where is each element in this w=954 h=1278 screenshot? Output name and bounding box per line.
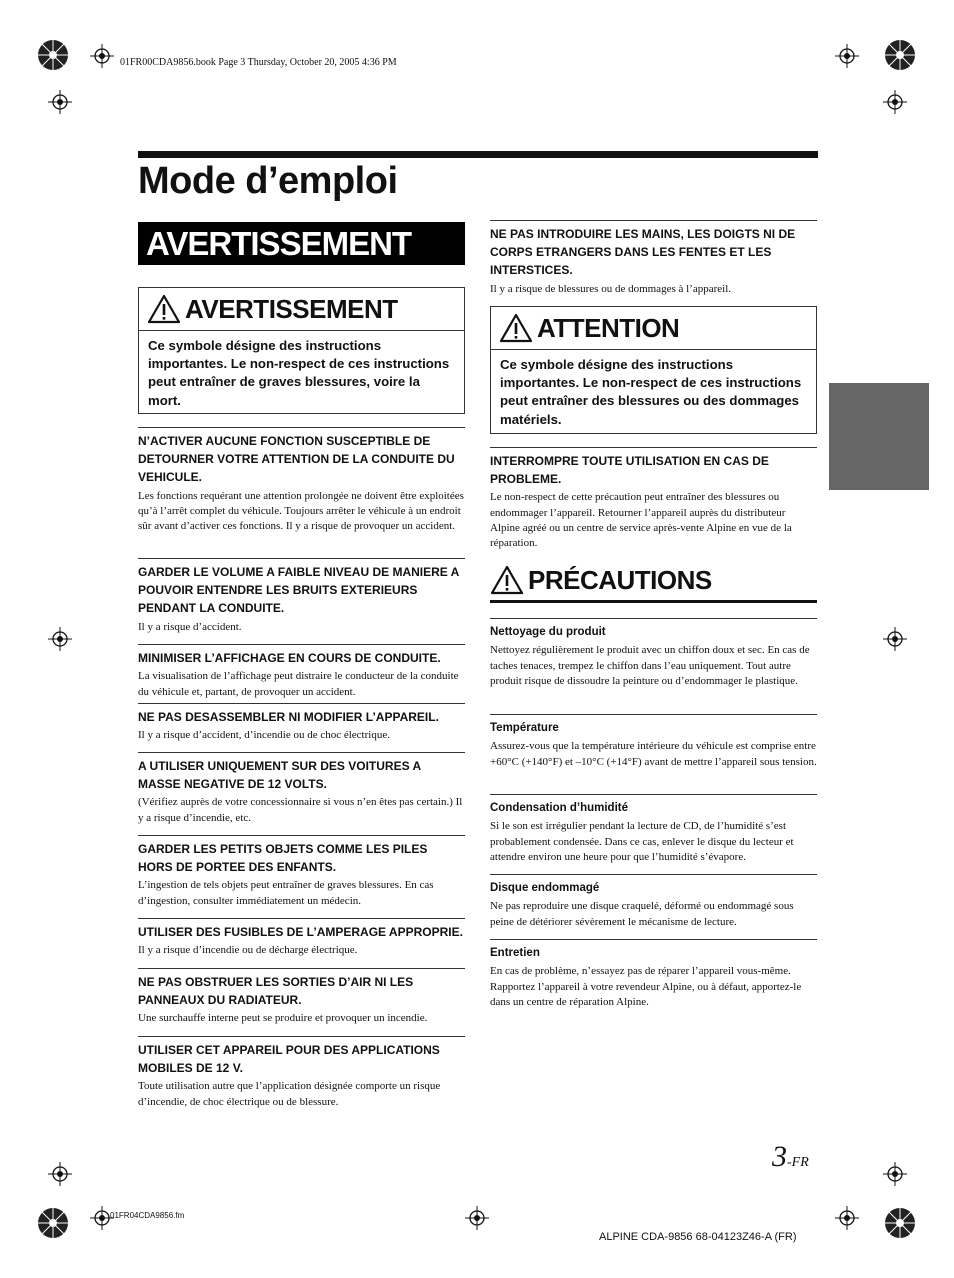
page-title: Mode d’emploi bbox=[138, 160, 398, 202]
crosshair-icon bbox=[90, 44, 114, 68]
registration-mark-icon bbox=[883, 1206, 917, 1240]
section-banner: AVERTISSEMENT bbox=[138, 222, 465, 265]
crosshair-icon bbox=[48, 627, 72, 651]
warning-section bbox=[138, 703, 465, 744]
crosshair-icon bbox=[48, 1162, 72, 1186]
section-heading: NE PAS OBSTRUER LES SORTIES D’AIR NI LES PANNEAUX DU RADIATEUR. bbox=[138, 975, 414, 1008]
page-number bbox=[772, 1140, 809, 1174]
section-heading: NE PAS INTRODUIRE LES MAINS, LES DOIGTS NI DE CORPS ETRANGERS DANS LES FENTES ET LES INTERSTICES. bbox=[490, 227, 796, 278]
warning-triangle-icon bbox=[499, 313, 533, 343]
attention-box-text: Ce symbole désigne des instructions importantes. Le non-respect de ces instructions peut entraîner des blessures ou des dommages matériels. bbox=[500, 357, 802, 427]
attention-box-title: ATTENTION bbox=[537, 312, 680, 343]
section-text: Assurez-vous que la température intérieure du véhicule est comprise entre +60°C (+140°F) et –10°C (+14°F) avant de mettre l’appareil sous tension. bbox=[490, 740, 817, 768]
attention-section bbox=[490, 447, 817, 552]
precaution-section bbox=[490, 618, 817, 689]
warning-section bbox=[490, 220, 817, 297]
warning-triangle-icon bbox=[147, 294, 181, 324]
warning-box-text: Ce symbole désigne des instructions importantes. Le non-respect de ces instructions peut entraîner de graves blessures, voire la mort. bbox=[148, 338, 450, 408]
section-text: Toute utilisation autre que l’application désignée comporte un risque d’incendie, de choc électrique ou de blessure. bbox=[138, 1080, 441, 1108]
section-heading: UTILISER CET APPAREIL POUR DES APPLICATIONS MOBILES DE 12 V. bbox=[138, 1043, 440, 1076]
section-text: Les fonctions requérant une attention prolongée ne doivent être exploitées qu’à l’arrêt complet du véhicule. Toujours arrêter le véhicule à un endroit sûr avant d’activer ces fonctions. Il y a risque de provoquer un accident. bbox=[138, 489, 464, 533]
header-file-info: 01FR00CDA9856.book Page 3 Thursday, October 20, 2005 4:36 PM bbox=[120, 57, 397, 68]
section-text: Il y a risque d’incendie ou de décharge électrique. bbox=[138, 944, 358, 957]
section-text: En cas de problème, n’essayez pas de réparer l’appareil vous-même. Rapportez l’appareil à votre revendeur Alpine, ou à défaut, apportez-le dans un centre de réparation Alpine. bbox=[490, 965, 802, 1008]
section-text: Il y a risque d’accident. bbox=[138, 620, 242, 633]
warning-triangle-icon bbox=[490, 565, 524, 595]
warning-section bbox=[138, 918, 465, 959]
chapter-tab bbox=[829, 383, 929, 490]
crosshair-icon bbox=[835, 1206, 859, 1230]
warning-box bbox=[138, 287, 465, 414]
warning-section bbox=[138, 558, 465, 635]
section-heading: Entretien bbox=[490, 947, 540, 959]
section-text: Si le son est irrégulier pendant la lecture de CD, de l’humidité s’est probablement condensée. Dans ce cas, enlever le disque du lecteur et attendre environ une heure pour que l’humidité s’évapore. bbox=[490, 820, 794, 863]
section-heading: GARDER LES PETITS OBJETS COMME LES PILES HORS DE PORTEE DES ENFANTS. bbox=[138, 842, 428, 875]
warning-box-title: AVERTISSEMENT bbox=[185, 293, 398, 324]
section-text: Une surchauffe interne peut se produire et provoquer un incendie. bbox=[138, 1012, 428, 1025]
attention-box-header bbox=[491, 307, 816, 350]
crosshair-icon bbox=[883, 90, 907, 114]
registration-mark-icon bbox=[883, 38, 917, 72]
page-number-value: 3 bbox=[772, 1140, 787, 1173]
warning-section bbox=[138, 968, 465, 1027]
warning-section bbox=[138, 1036, 465, 1110]
section-heading: Condensation d’humidité bbox=[490, 802, 628, 814]
section-text: Il y a risque de blessures ou de dommages à l’appareil. bbox=[490, 282, 732, 295]
section-heading: MINIMISER L’AFFICHAGE EN COURS DE CONDUITE. bbox=[138, 651, 441, 665]
precaution-section bbox=[490, 714, 817, 770]
footer-file: 01FR04CDA9856.fm bbox=[110, 1211, 185, 1220]
precaution-section bbox=[490, 794, 817, 865]
crosshair-icon bbox=[883, 627, 907, 651]
section-text: Le non-respect de cette précaution peut entraîner des blessures ou endommager l’appareil. Retourner l’appareil auprès du distributeur Alpine agréé ou un centre de service après-vente Alpine en vue de la réparation. bbox=[490, 491, 792, 550]
precaution-section bbox=[490, 874, 817, 930]
section-heading: GARDER LE VOLUME A FAIBLE NIVEAU DE MANIERE A POUVOIR ENTENDRE LES BRUITS EXTERIEURS PENDANT LA CONDUITE. bbox=[138, 565, 459, 616]
footer-model: ALPINE CDA-9856 68-04123Z46-A (FR) bbox=[599, 1231, 797, 1243]
section-heading: NE PAS DESASSEMBLER NI MODIFIER L’APPAREIL. bbox=[138, 710, 439, 724]
section-text: Il y a risque d’accident, d’incendie ou de choc électrique. bbox=[138, 729, 390, 742]
precaution-section bbox=[490, 939, 817, 1010]
section-heading: A UTILISER UNIQUEMENT SUR DES VOITURES A MASSE NEGATIVE DE 12 VOLTS. bbox=[138, 759, 421, 792]
crosshair-icon bbox=[48, 90, 72, 114]
section-heading: Température bbox=[490, 722, 559, 734]
section-text: Ne pas reproduire une disque craquelé, déformé ou endommagé sous peine de détériorer sévèrement le mécanisme de lecture. bbox=[490, 900, 794, 928]
warning-section bbox=[138, 427, 465, 535]
registration-mark-icon bbox=[36, 1206, 70, 1240]
section-text: L’ingestion de tels objets peut entraîner de graves blessures. En cas d’ingestion, consulter immédiatement un médecin. bbox=[138, 879, 434, 907]
title-rule bbox=[138, 151, 818, 158]
precautions-title: PRÉCAUTIONS bbox=[528, 564, 712, 595]
section-heading: Disque endommagé bbox=[490, 882, 600, 894]
warning-section bbox=[138, 835, 465, 909]
section-heading: Nettoyage du produit bbox=[490, 626, 606, 638]
section-heading: INTERROMPRE TOUTE UTILISATION EN CAS DE PROBLEME. bbox=[490, 454, 769, 487]
section-text: Nettoyez régulièrement le produit avec un chiffon doux et sec. En cas de taches tenaces, trempez le chiffon dans l’eau uniquement. Tout autre produit risque de dissoudre la peinture ou d’endommager le plastique. bbox=[490, 644, 810, 687]
page-number-suffix: -FR bbox=[787, 1155, 809, 1170]
warning-section bbox=[138, 752, 465, 826]
section-heading: N’ACTIVER AUCUNE FONCTION SUSCEPTIBLE DE DETOURNER VOTRE ATTENTION DE LA CONDUITE DU VEHICULE. bbox=[138, 434, 455, 485]
registration-mark-icon bbox=[36, 38, 70, 72]
crosshair-icon bbox=[883, 1162, 907, 1186]
attention-box bbox=[490, 306, 817, 434]
precautions-header bbox=[490, 560, 817, 603]
warning-box-header bbox=[139, 288, 464, 331]
crosshair-icon bbox=[835, 44, 859, 68]
warning-section bbox=[138, 644, 465, 700]
section-text: (Vérifiez auprès de votre concessionnaire si vous n’en êtes pas certain.) Il y a risque d’incendie, etc. bbox=[138, 796, 463, 824]
section-text: La visualisation de l’affichage peut distraire le conducteur de la conduite du véhicule et, partant, de provoquer un accident. bbox=[138, 670, 459, 698]
crosshair-icon bbox=[465, 1206, 489, 1230]
section-heading: UTILISER DES FUSIBLES DE L’AMPERAGE APPROPRIE. bbox=[138, 925, 463, 939]
